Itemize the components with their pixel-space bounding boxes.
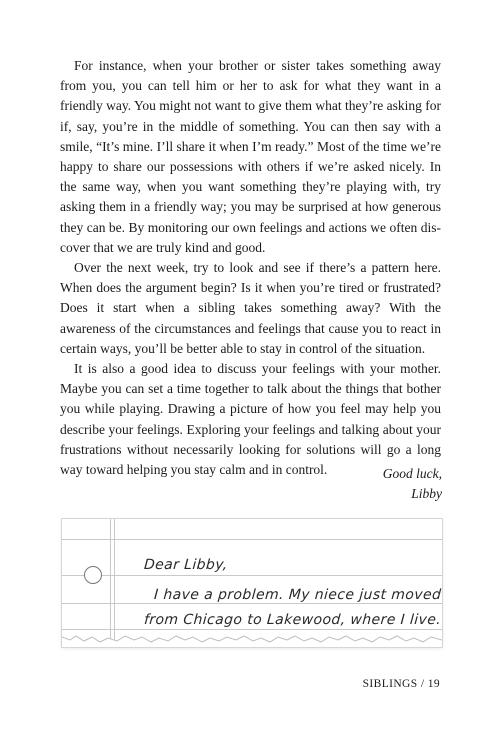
torn-edge-icon bbox=[62, 631, 442, 647]
note-greeting: Dear Libby, bbox=[143, 557, 229, 573]
signoff-name: Libby bbox=[411, 486, 442, 502]
note-line-1: I have a problem. My niece just moved bbox=[153, 587, 442, 603]
page-footer: SIBLINGS / 19 bbox=[362, 678, 440, 690]
handwritten-note bbox=[62, 519, 442, 647]
signoff-closing: Good luck, bbox=[382, 466, 442, 481]
signoff bbox=[383, 464, 442, 504]
paragraph-3: It is also a good idea to discuss your feelings with your mother. Maybe you can set a time together to talk about the things that bother you while playing. Drawing a picture of how you feel may help you describe your feelings. Exploring your feelings and talking about your frustrations without necessarily looking for solutions will go a long way toward helping you stay calm and in control. bbox=[60, 361, 441, 478]
note-rule-line bbox=[62, 539, 442, 540]
note-rule-line bbox=[62, 629, 442, 630]
note-margin-line bbox=[114, 519, 115, 647]
paragraph-2: Over the next week, try to look and see if there’s a pattern here. When does the argument begin? Is it when you’re tired or frustrated? Does it start when a sibling takes something away? With the awareness of the circumstances and feelings that cause you to react in certain ways, you’ll be better able to stay in control of the situation. bbox=[60, 260, 441, 356]
note-rule-line bbox=[62, 603, 442, 604]
binder-hole-icon bbox=[84, 566, 102, 584]
note-line-2: from Chicago to Lakewood, where I live. bbox=[143, 612, 442, 628]
article-body bbox=[60, 56, 441, 480]
paragraph-1: For instance, when your brother or sister takes something away from you, you can tell him or her to ask for what they want in a friendly way. You might not want to give them what they’re asking for if, say, you’re in the middle of something. You can then say with a smile, “It’s mine. I’ll share it when I’m ready.” Most of the time we’re happy to share our possessions with others if we’re asked nicely. In the same way, when you want something they’re playing with, try asking them in a friendly way; you may be surprised at how generous they can be. By monitoring our own feelings and actions we often discover that we are truly kind and good. bbox=[60, 58, 441, 255]
note-rule-line bbox=[62, 575, 442, 576]
note-margin-line bbox=[110, 519, 111, 647]
